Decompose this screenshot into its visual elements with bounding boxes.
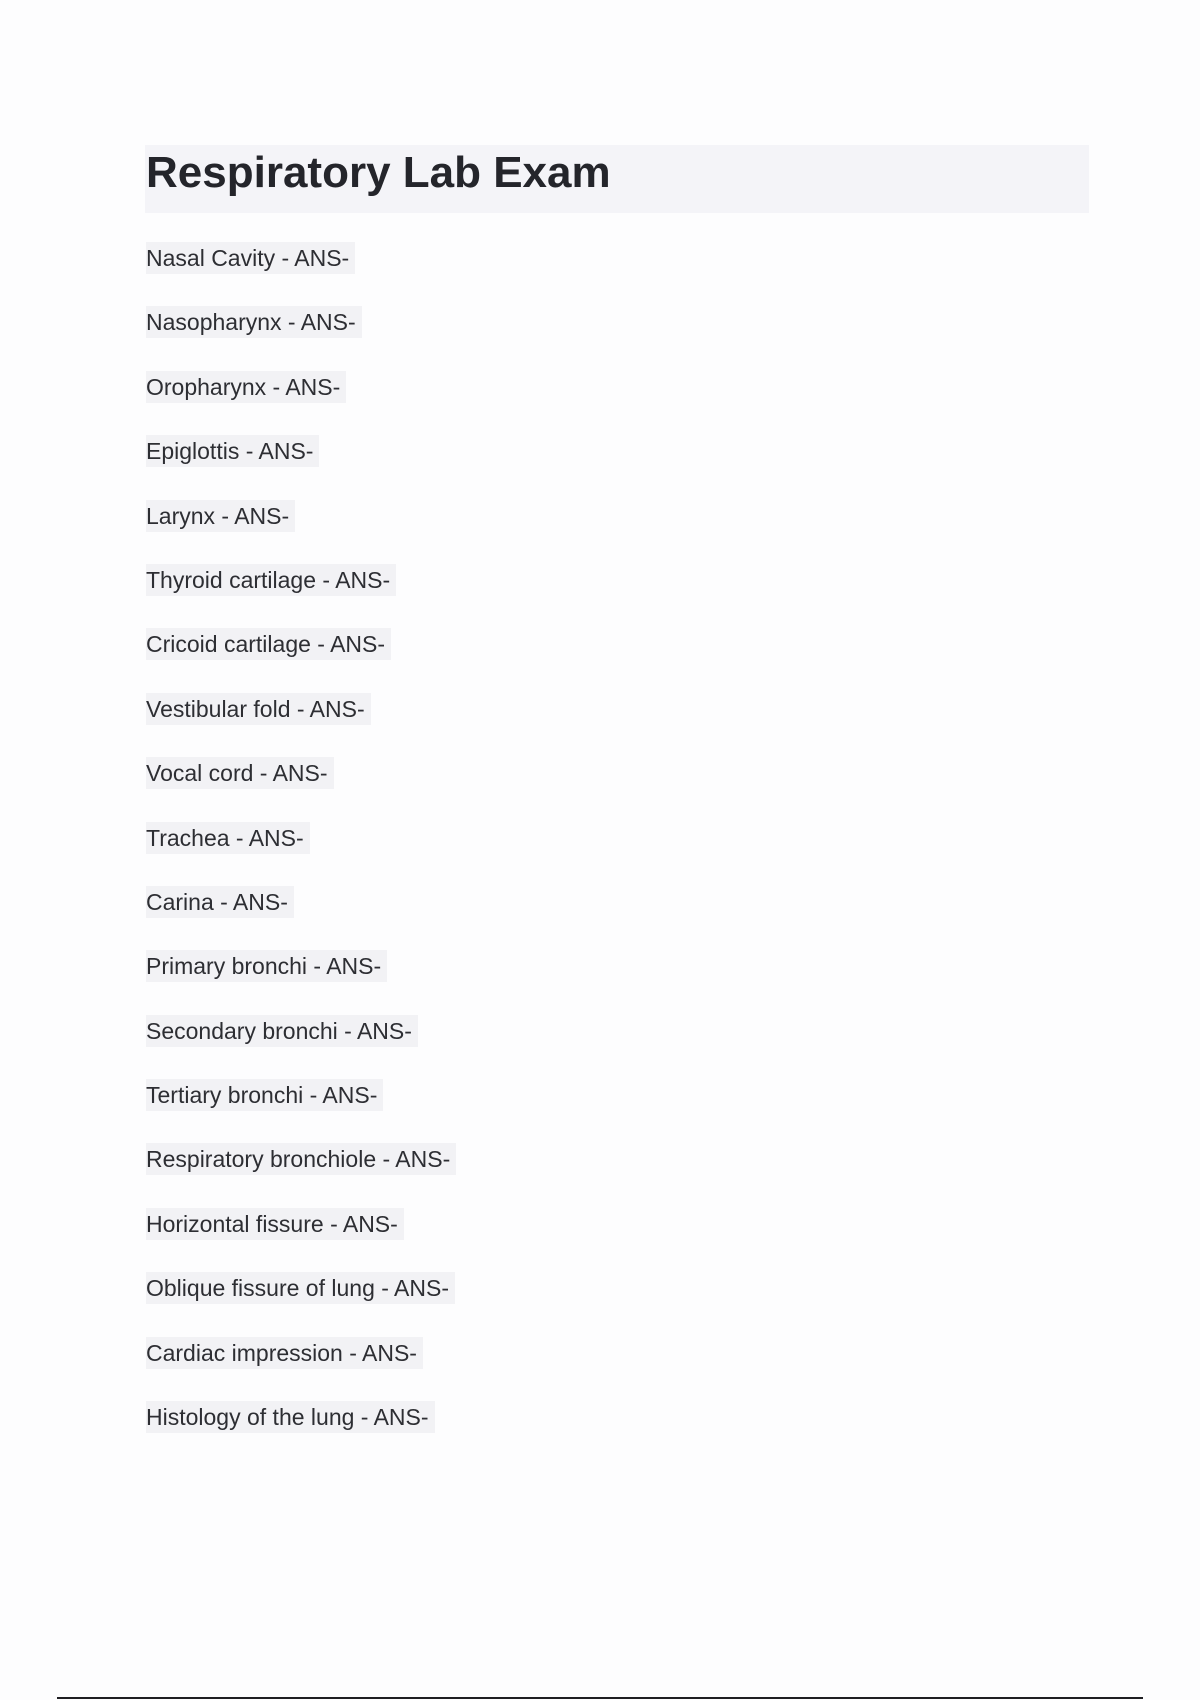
footer-divider bbox=[57, 1697, 1143, 1699]
question-text: Nasopharynx - ANS- bbox=[146, 306, 362, 338]
question-text: Oropharynx - ANS- bbox=[146, 371, 346, 403]
list-item bbox=[146, 435, 456, 499]
list-item bbox=[146, 1143, 456, 1207]
list-item bbox=[146, 628, 456, 692]
list-item bbox=[146, 500, 456, 564]
list-item bbox=[146, 1079, 456, 1143]
question-text: Vocal cord - ANS- bbox=[146, 757, 334, 789]
question-text: Larynx - ANS- bbox=[146, 500, 295, 532]
question-text: Nasal Cavity - ANS- bbox=[146, 242, 355, 274]
list-item bbox=[146, 822, 456, 886]
question-text: Tertiary bronchi - ANS- bbox=[146, 1079, 383, 1111]
question-text: Horizontal fissure - ANS- bbox=[146, 1208, 404, 1240]
list-item bbox=[146, 1272, 456, 1336]
list-item bbox=[146, 1337, 456, 1401]
list-item bbox=[146, 1401, 456, 1465]
question-text: Oblique fissure of lung - ANS- bbox=[146, 1272, 455, 1304]
list-item bbox=[146, 1208, 456, 1272]
question-text: Vestibular fold - ANS- bbox=[146, 693, 371, 725]
list-item bbox=[146, 757, 456, 821]
page-title: Respiratory Lab Exam bbox=[146, 148, 611, 197]
question-text: Cricoid cartilage - ANS- bbox=[146, 628, 391, 660]
question-text: Thyroid cartilage - ANS- bbox=[146, 564, 396, 596]
question-text: Secondary bronchi - ANS- bbox=[146, 1015, 418, 1047]
list-item bbox=[146, 564, 456, 628]
question-text: Respiratory bronchiole - ANS- bbox=[146, 1143, 456, 1175]
question-text: Trachea - ANS- bbox=[146, 822, 310, 854]
list-item bbox=[146, 886, 456, 950]
question-text: Carina - ANS- bbox=[146, 886, 294, 918]
question-text: Primary bronchi - ANS- bbox=[146, 950, 387, 982]
list-item bbox=[146, 306, 456, 370]
list-item bbox=[146, 693, 456, 757]
question-text: Histology of the lung - ANS- bbox=[146, 1401, 435, 1433]
list-item bbox=[146, 242, 456, 306]
question-text: Epiglottis - ANS- bbox=[146, 435, 319, 467]
question-list bbox=[146, 242, 456, 1465]
list-item bbox=[146, 371, 456, 435]
list-item bbox=[146, 1015, 456, 1079]
list-item bbox=[146, 950, 456, 1014]
question-text: Cardiac impression - ANS- bbox=[146, 1337, 423, 1369]
